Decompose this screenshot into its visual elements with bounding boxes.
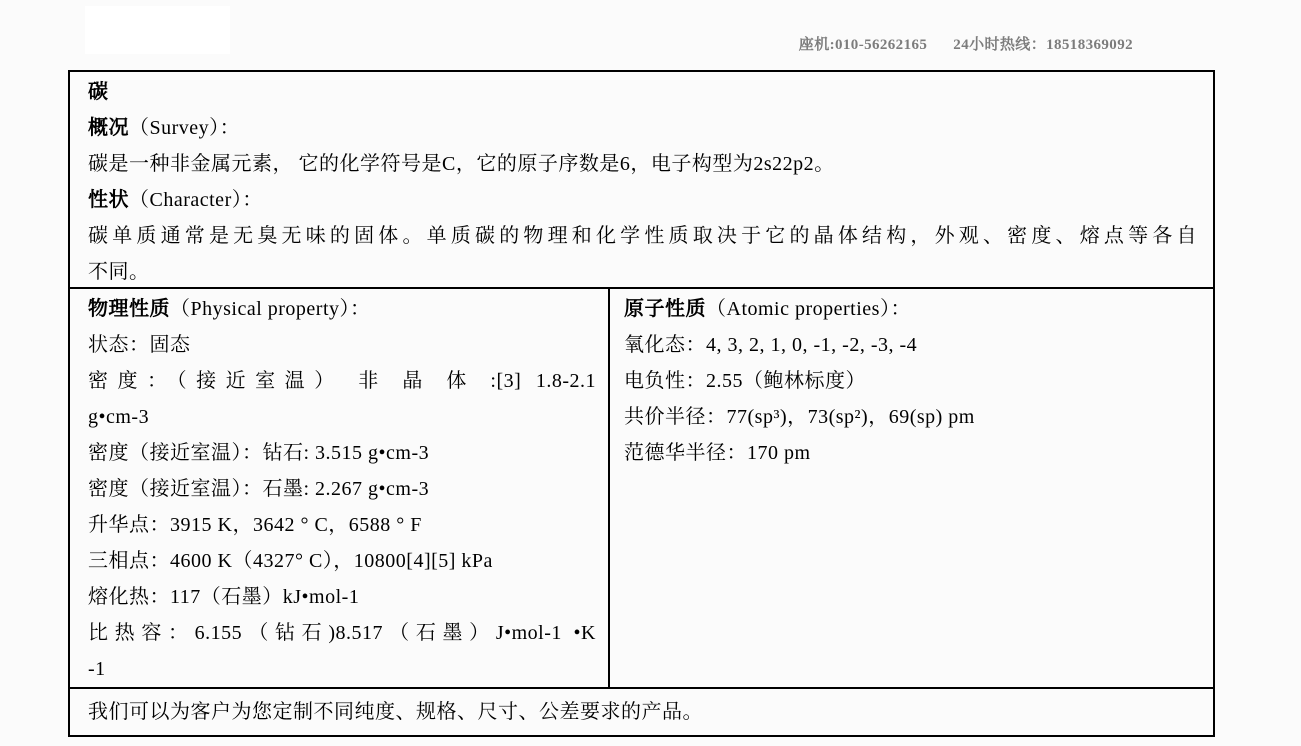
physical-line: 状态：固态 bbox=[88, 334, 191, 356]
contact-header bbox=[799, 33, 1133, 54]
physical-line: 密度（接近室温）：石墨: 2.267 g•cm-3 bbox=[88, 478, 430, 500]
contact-hotline: 24小时热线：18518369092 bbox=[953, 37, 1133, 53]
physical-heading bbox=[88, 291, 596, 327]
physical-properties-cell bbox=[70, 289, 610, 687]
atomic-heading-zh: 原子性质 bbox=[624, 298, 706, 320]
atomic-heading-en: （Atomic properties）： bbox=[706, 298, 911, 320]
survey-heading bbox=[88, 110, 1197, 146]
element-title: 碳 bbox=[88, 81, 109, 103]
survey-heading-en: （Survey）： bbox=[129, 117, 241, 139]
physical-line: 熔化热：117（石墨）kJ•mol-1 bbox=[88, 586, 360, 608]
atomic-properties-cell bbox=[610, 289, 1213, 687]
physical-line: -1 bbox=[88, 658, 106, 680]
survey-heading-zh: 概况 bbox=[88, 117, 129, 139]
physical-heading-zh: 物理性质 bbox=[88, 298, 170, 320]
atomic-line: 共价半径：77(sp³)，73(sp²)，69(sp) pm bbox=[624, 406, 975, 428]
character-text-line1: 碳单质通常是无臭无味的固体。单质碳的物理和化学性质取决于它的晶体结构，外观、密度、熔点等各自 bbox=[88, 225, 1197, 247]
physical-heading-en: （Physical property）： bbox=[170, 298, 371, 320]
survey-text: 碳是一种非金属元素， 它的化学符号是C，它的原子序数是6，电子构型为2s22p2。 bbox=[88, 153, 835, 175]
properties-section bbox=[70, 289, 1213, 689]
physical-line: 比热容：6.155（钻石)8.517（石墨）J•mol-1 •K bbox=[88, 622, 596, 644]
atomic-line: 范德华半径：170 pm bbox=[624, 442, 811, 464]
physical-line: 密度（接近室温）：钻石: 3.515 g•cm-3 bbox=[88, 442, 430, 464]
character-heading-en: （Character）： bbox=[129, 189, 263, 211]
atomic-line: 氧化态：4, 3, 2, 1, 0, -1, -2, -3, -4 bbox=[624, 334, 918, 356]
contact-landline: 座机:010-56262165 bbox=[798, 37, 928, 53]
physical-line: g•cm-3 bbox=[88, 406, 150, 428]
custom-note: 我们可以为客户为您定制不同纯度、规格、尺寸、公差要求的产品。 bbox=[88, 701, 703, 723]
physical-line: 三相点：4600 K（4327° C），10800[4][5] kPa bbox=[88, 550, 493, 572]
physical-line: 升华点：3915 K，3642 ° C，6588 ° F bbox=[88, 514, 422, 536]
atomic-heading bbox=[624, 291, 1201, 327]
physical-line: 密度：（接近室温） 非 晶 体 :[3] 1.8-2.1 bbox=[88, 370, 596, 392]
intro-section bbox=[70, 72, 1213, 289]
character-text-line2: 不同。 bbox=[88, 261, 150, 283]
character-heading bbox=[88, 182, 1197, 218]
logo-watermark bbox=[85, 6, 230, 54]
atomic-line: 电负性：2.55（鲍林标度） bbox=[624, 370, 866, 392]
custom-note-section bbox=[70, 689, 1213, 735]
character-heading-zh: 性状 bbox=[88, 189, 129, 211]
carbon-info-table bbox=[68, 70, 1215, 737]
